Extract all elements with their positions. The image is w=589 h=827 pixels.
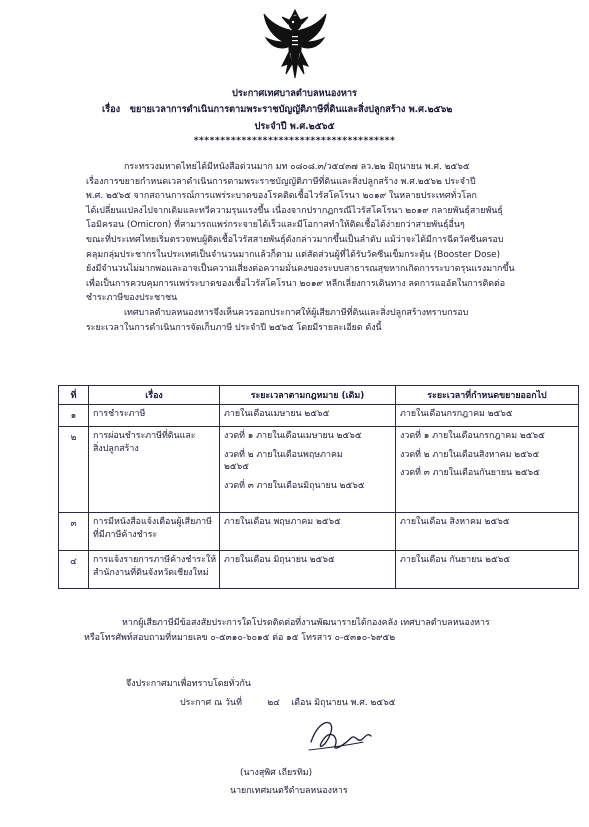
contact-text [84, 616, 554, 645]
body-line: ยังมีจำนวนไม่มากพอและอาจเป็นความเสี่ยงต่อความมั่นคงของระบบสาธารณสุขหากเกิดการระบาดรุนแรงมากขึ้น [86, 264, 515, 275]
row-extended: งวดที่ ๑ ภายในเดือนกรกฎาคม ๒๕๖๕ งวดที่ ๒ ภายในเดือนสิงหาคม ๒๕๖๕ งวดที่ ๓ ภายในเดือนกันยายน ๒๕๖๕ [396, 427, 579, 513]
row-original: ภายในเดือนเมษายน ๒๕๖๕ [220, 405, 396, 427]
body-line: กระทรวงมหาดไทยได้มีหนังสือด่วนมาก มท ๐๘๐๘.๓/ว๕๔๓๗ ลว.๒๒ มิถุนายน พ.ศ. ๒๕๖๕ [124, 162, 470, 172]
table-row [59, 427, 579, 513]
body-line: เพื่อเป็นการควบคุมการแพร่ระบาดของเชื้อไวรัสโคโรนา ๒๐๑๙ หลีกเลี่ยงการเดินทาง ลดการแออัดในการติดต่อ [86, 278, 506, 289]
date-month-year: เดือน มิถุนายน พ.ศ. ๒๕๖๕ [291, 698, 396, 708]
organization-title: ประกาศเทศบาลตำบลหนองหาร [232, 88, 357, 99]
table-row [59, 551, 579, 589]
date-prefix: ประกาศ ณ วันที่ [180, 698, 242, 708]
closing-statement: จึงประกาศมาเพื่อทราบโดยทั่วกัน [126, 679, 251, 689]
row-subject: การผ่อนชำระภาษีที่ดินและ สิ่งปลูกสร้าง [89, 427, 220, 513]
body-line: เทศบาลตำบลหนองหารจึงเห็นควรออกประกาศให้ผู้เสียภาษีที่ดินและสิ่งปลูกสร้างทราบกรอบ [124, 307, 469, 318]
contact-line: หรือโทรศัพท์สอบถามที่หมายเลข ๐-๕๓๑๐-๖๐๑๕ ต่อ ๑๕ โทรสาร ๐-๕๓๑๐-๖๙๕๒ [84, 632, 396, 643]
body-line: ชำระภาษีของประชาชน [86, 293, 178, 304]
column-header-original: ระยะเวลาตามกฎหมาย (เดิม) [220, 386, 396, 405]
row-extended: ภายในเดือน สิงหาคม ๒๕๖๕ [396, 513, 579, 551]
garuda-emblem-icon [260, 6, 330, 80]
body-line: โอมิครอน (Omicron) ที่สามารถแพร่กระจายได้เร็วและมีโอกาสทำให้ติดเชื้อได้ง่ายกว่าสายพันธุ์อื่นๆ [86, 220, 465, 231]
star-divider: ************************************** [193, 135, 396, 146]
row-subject: การแจ้งรายการภาษีค้างชำระให้ สำนักงานที่ดินจังหวัดเชียงใหม่ [89, 551, 220, 589]
row-subject: การชำระภาษี [89, 405, 220, 427]
column-header-extended: ระยะเวลาที่กำหนดขยายออกไป [396, 386, 579, 405]
body-line: คลุมกลุ่มประชากรในประเทศเป็นจำนวนมากแล้วก็ตาม แต่สัดส่วนผู้ที่ได้รับวัคซีนเข็มกระตุ้น (Booster Dose) [86, 249, 501, 260]
row-extended: ภายในเดือนกรกฎาคม ๒๕๖๕ [396, 405, 579, 427]
handwritten-signature [305, 712, 385, 760]
contact-line: หากผู้เสียภาษีมีข้อสงสัยประการใดโปรดติดต่อที่งานพัฒนารายได้กองคลัง เทศบาลตำบลหนองหาร [122, 618, 490, 628]
body-line: ได้เปลี่ยนแปลงไปจากเดิมและทวีความรุนแรงขึ้น เนื่องจากปรากฏกรณีไวรัสโคโรนา ๒๐๑๙ กลายพันธุ์สายพันธุ์ [86, 205, 503, 216]
fiscal-year: ประจำปี พ.ศ.๒๕๖๕ [254, 121, 335, 132]
row-extended: ภายในเดือน กันยายน ๒๕๖๕ [396, 551, 579, 589]
column-header-no: ที่ [59, 386, 89, 405]
row-original: ภายในเดือน มิถุนายน ๒๕๖๕ [220, 551, 396, 589]
signer-name: (นางสุพิศ เถียรทิม) [240, 768, 313, 778]
subject-text: ขยายเวลาการดำเนินการตามพระราชบัญญัติภาษีที่ดินและสิ่งปลูกสร้าง พ.ศ.๒๕๖๒ [129, 104, 453, 115]
signer-title: นายกเทศมนตรีตำบลหนองหาร [230, 786, 348, 796]
body-line: ระยะเวลาในการดำเนินการจัดเก็บภาษี ประจำปี ๒๕๖๕ โดยมีรายละเอียด ดังนี้ [86, 322, 382, 333]
table-row [59, 405, 579, 427]
schedule-table [58, 385, 579, 589]
row-number: ๒ [59, 427, 89, 513]
body-line: ขณะที่ประเทศไทยเริ่มตรวจพบผู้ติดเชื้อไวรัสสายพันธุ์ดังกล่าวมากขึ้นเป็นลำดับ แม้ว่าจะได้มีการฉีดวัคซีนครอบ [86, 234, 504, 245]
subject-label: เรื่อง [102, 104, 121, 115]
column-header-subject: เรื่อง [89, 386, 220, 405]
subject-line [102, 104, 452, 116]
table-header-row [59, 386, 579, 405]
date-day: ๒๔ [267, 698, 280, 708]
row-number: ๓ [59, 513, 89, 551]
row-original: งวดที่ ๑ ภายในเดือนเมษายน ๒๕๖๕ งวดที่ ๒ ภายในเดือนพฤษภาคม ๒๕๖๕ งวดที่ ๓ ภายในเดือนมิถุนายน ๒๕๖๕ [220, 427, 396, 513]
table-row [59, 513, 579, 551]
row-original: ภายในเดือน พฤษภาคม ๒๕๖๕ [220, 513, 396, 551]
date-line [180, 697, 395, 709]
body-line: พ.ศ. ๒๕๖๕ จากสถานการณ์การแพร่ระบาดของโรคติดเชื้อไวรัสโคโรนา ๒๐๑๙ ในหลายประเทศทั่วโลก [86, 191, 477, 202]
row-subject: การมีหนังสือแจ้งเตือนผู้เสียภาษี ที่มีภาษีค้างชำระ [89, 513, 220, 551]
row-number: ๔ [59, 551, 89, 589]
row-number: ๑ [59, 405, 89, 427]
body-line: เรื่องการขยายกำหนดเวลาดำเนินการตามพระราชบัญญัติภาษีที่ดินและสิ่งปลูกสร้าง พ.ศ.๒๕๖๒ ประจำปี [86, 176, 476, 187]
body-text [86, 160, 556, 335]
